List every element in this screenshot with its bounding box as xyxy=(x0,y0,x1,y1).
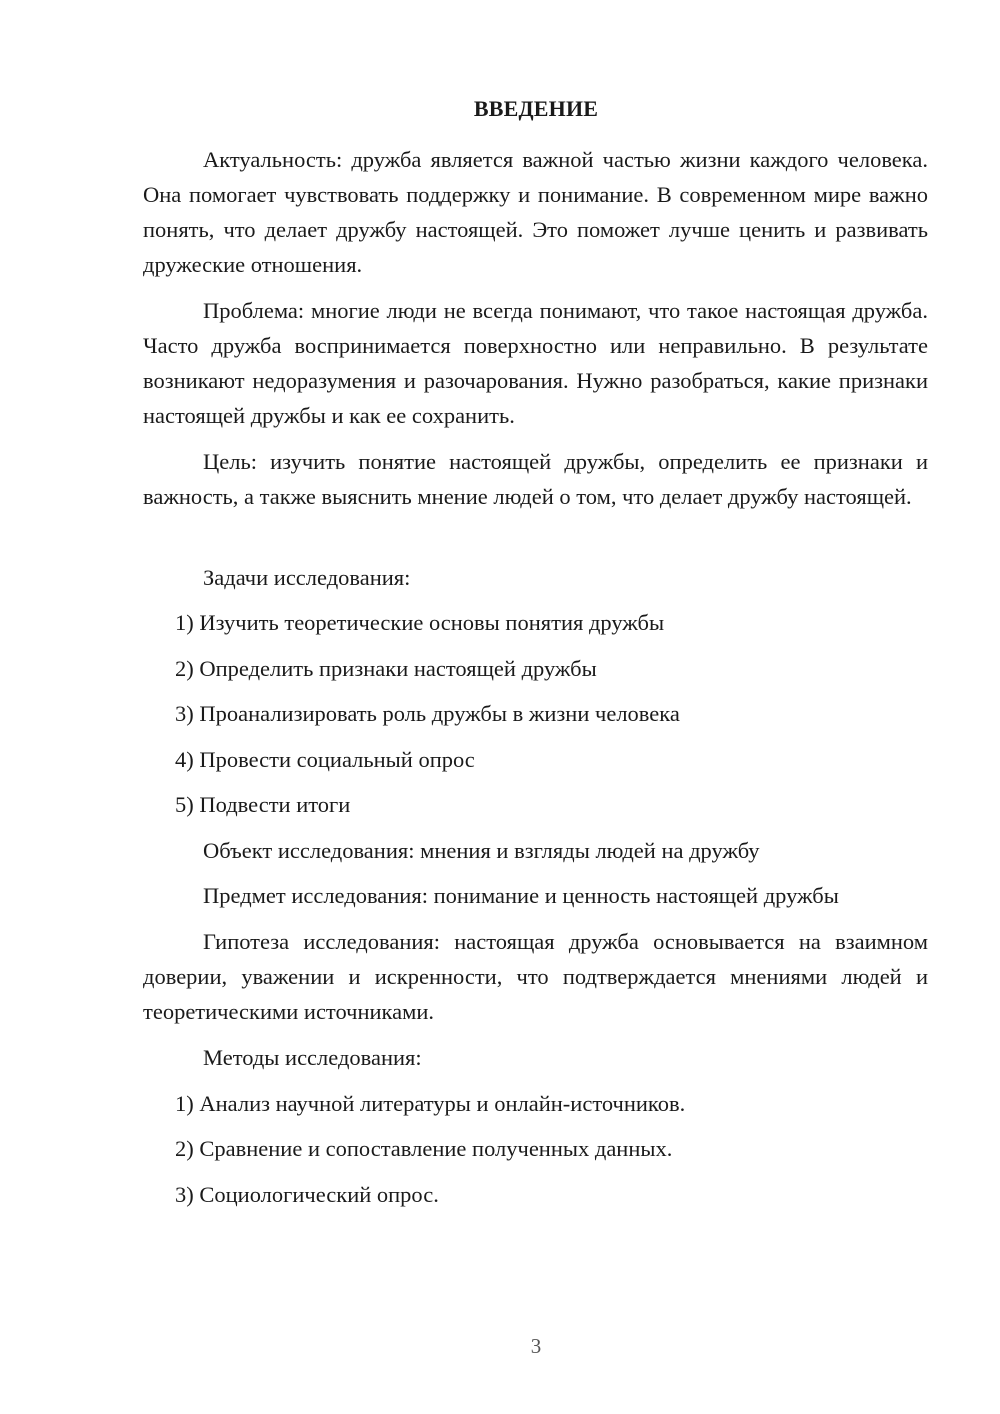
task-item-3-block xyxy=(143,696,928,731)
method-item: 2) Сравнение и сопоставление полученных данных. xyxy=(175,1136,673,1161)
task-item: 5) Подвести итоги xyxy=(175,792,351,817)
methods-block xyxy=(143,1040,928,1075)
method-item-1-block xyxy=(143,1086,928,1121)
task-item-1-block xyxy=(143,605,928,640)
method-item-2-block xyxy=(143,1131,928,1166)
research-object: Объект исследования: мнения и взгляды людей на дружбу xyxy=(203,838,760,863)
goal-paragraph: Цель: изучить понятие настоящей дружбы, определить ее признаки и важность, а также выяснить мнение людей о том, что делает дружбу настоящей. xyxy=(143,449,928,509)
task-item-2-block xyxy=(143,651,928,686)
task-item: 1) Изучить теоретические основы понятия дружбы xyxy=(175,610,665,635)
problem-paragraph-block xyxy=(143,293,928,433)
page-title: ВВЕДЕНИЕ xyxy=(473,96,599,121)
task-item-4-block xyxy=(143,742,928,777)
relevance-paragraph-block xyxy=(143,142,928,282)
object-block xyxy=(143,833,928,868)
page-number: 3 xyxy=(530,1334,542,1358)
task-item: 3) Проанализировать роль дружбы в жизни человека xyxy=(175,701,680,726)
method-item: 1) Анализ научной литературы и онлайн-источников. xyxy=(175,1091,686,1116)
method-item-3-block xyxy=(143,1177,928,1212)
tasks-heading: Задачи исследования: xyxy=(203,565,411,590)
subject-block xyxy=(143,878,928,913)
relevance-paragraph: Актуальность: дружба является важной частью жизни каждого человека. Она помогает чувствовать поддержку и понимание. В современном мире важно понять, что делает дружбу настоящей. Это поможет лучше ценить и развивать дружеские отношения. xyxy=(143,147,928,277)
task-item: 4) Провести социальный опрос xyxy=(175,747,475,772)
method-item: 3) Социологический опрос. xyxy=(175,1182,439,1207)
methods-heading: Методы исследования: xyxy=(203,1045,422,1070)
problem-paragraph: Проблема: многие люди не всегда понимают, что такое настоящая дружба. Часто дружба воспринимается поверхностно или неправильно. В результате возникают недоразумения и разочарования. Нужно разобраться, какие признаки настоящей дружбы и как ее сохранить. xyxy=(143,298,928,428)
research-hypothesis: Гипотеза исследования: настоящая дружба основывается на взаимном доверии, уважении и искренности, что подтверждается мнениями людей и теоретическими источниками. xyxy=(143,929,928,1024)
hypothesis-block xyxy=(143,924,928,1029)
tasks-block xyxy=(143,560,928,595)
goal-paragraph-block xyxy=(143,444,928,514)
research-subject: Предмет исследования: понимание и ценность настоящей дружбы xyxy=(203,883,839,908)
task-item: 2) Определить признаки настоящей дружбы xyxy=(175,656,597,681)
task-item-5-block xyxy=(143,787,928,822)
